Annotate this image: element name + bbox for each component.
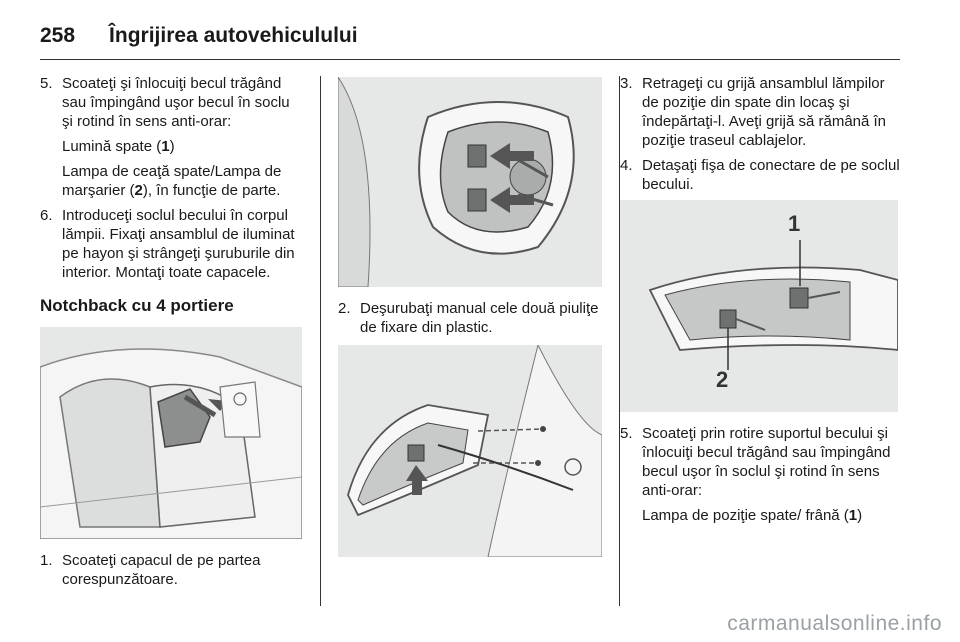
column-2 — [338, 77, 602, 557]
header-rule — [40, 59, 900, 60]
step-5-bulb-replace — [40, 74, 302, 131]
step-4-detach-connector — [620, 156, 902, 194]
step-6-reinstall — [40, 206, 302, 282]
step-text: Scoateţi capacul de pe partea corespunzătoare. — [62, 552, 261, 588]
step-number: 1. — [40, 552, 53, 569]
figure-trunk-cover — [40, 327, 302, 539]
step-text: Scoateţi şi înlocuiţi becul trăgând sau împingând uşor becul în soclu şi rotind în sens anti-orar: — [62, 75, 290, 130]
step-text: Detaşaţi fişa de conectare de pe soclul becului. — [642, 157, 900, 193]
column-3 — [620, 74, 902, 531]
page-number: 258 — [40, 24, 76, 47]
step-1-remove-cover — [40, 551, 302, 589]
column-1 — [40, 74, 302, 595]
step-3-retract-assembly — [620, 74, 902, 150]
bulb-item-fog-reverse: Lampa de ceaţă spate/Lampa de marşarier (2), în funcţie de parte. — [62, 163, 282, 199]
bulb-item-tail-light: Lumină spate (1) — [62, 138, 175, 155]
step-text: Deşurubaţi manual cele două piuliţe de fixare din plastic. — [360, 300, 599, 336]
figure-label-1: 1 — [788, 211, 801, 236]
step-number: 2. — [338, 300, 351, 317]
page-header — [40, 14, 920, 58]
figure-label-2: 2 — [716, 367, 729, 392]
step-text: Introduceţi soclul becului în corpul lămpii. Fixaţi ansamblul de iluminat pe hayon şi strângeţi şuruburile din interior. Montaţi toate capacele. — [62, 207, 295, 281]
step-text: Retrageţi cu grijă ansamblul lămpilor de poziţie din spate din locaş şi îndepărtaţi-l. Aveţi grijă să rămână în poziţie traseul cablajelor. — [642, 75, 887, 149]
page-title: Îngrijirea autovehiculului — [109, 24, 358, 47]
figure-lamp-housing — [338, 77, 602, 287]
bulb-item-position-brake: Lampa de poziţie spate/ frână (1) — [642, 507, 863, 524]
figure-bulb-holders — [620, 200, 898, 412]
step-2-unscrew-nuts — [338, 299, 602, 337]
step-number: 4. — [620, 157, 633, 174]
step-number: 3. — [620, 75, 633, 92]
watermark: carmanualsonline.info — [727, 612, 942, 635]
figure-lamp-removal — [338, 345, 602, 557]
step-5-rotate-holder — [620, 424, 902, 500]
step-number: 5. — [40, 75, 53, 92]
step-number: 6. — [40, 207, 53, 224]
column-divider-left — [320, 76, 321, 606]
step-text: Scoateţi prin rotire suportul becului şi înlocuiţi becul trăgând sau împingând becul uşor în soclul şi rotind în sens anti-orar: — [642, 425, 891, 499]
step-number: 5. — [620, 425, 633, 442]
section-title: Notchback cu 4 portiere — [40, 296, 234, 315]
